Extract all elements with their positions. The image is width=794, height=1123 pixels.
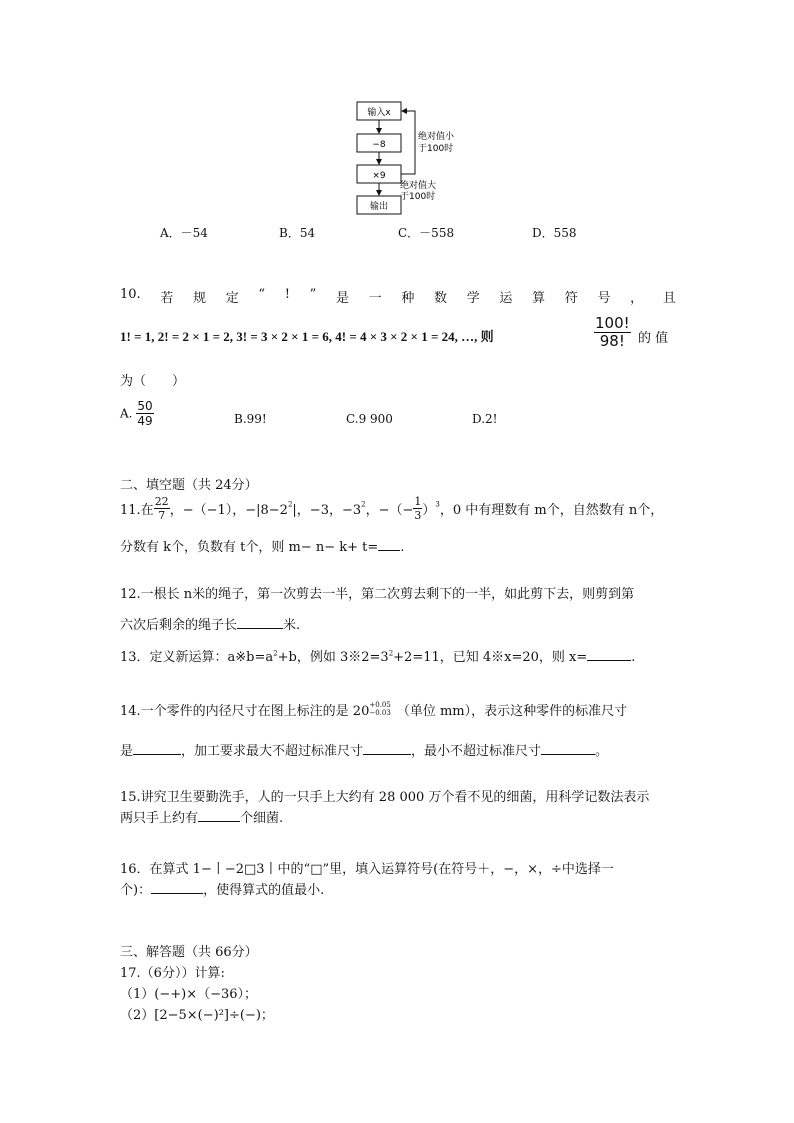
q11-part5: ，0 中有理数有 m个，自然数有 n个，: [439, 503, 664, 518]
q14-tol-up: +0.05: [369, 700, 391, 709]
q16-line2-a: 个)：: [120, 883, 152, 898]
q10-option-a: [120, 400, 154, 427]
q10-char: 数: [434, 291, 448, 306]
q17-sub2: （2）[2−5×(−)²]÷(−)；: [120, 1008, 274, 1023]
q12-line2-text: 六次后剩余的绳子长: [120, 618, 238, 633]
q10-line1: [120, 287, 676, 306]
q10-frac-numerator: 100!: [595, 314, 630, 332]
exit-label-2: 于100时: [400, 192, 436, 202]
q10-char: 是: [335, 291, 349, 306]
q14-line2: [120, 740, 608, 759]
q10-suffix: 的 值: [638, 331, 669, 346]
q14-text-b: （单位 mm），表示这种零件的标准尺寸: [396, 704, 628, 719]
q14-line2-a: 是: [120, 744, 134, 759]
q14-blank-min[interactable]: [541, 742, 595, 755]
q15-answer-blank[interactable]: [198, 809, 240, 822]
q17-title: 17.（6分））计算:: [120, 966, 225, 981]
q10-char: 10.: [120, 287, 141, 302]
q12-line2: [120, 614, 300, 633]
q11-part1: ，−（−1），−|8−2: [169, 503, 288, 518]
q11-sup2: 2: [361, 500, 366, 509]
q13-text-a: 13．定义新运算：a※b=a: [120, 650, 274, 665]
q10-char: 规: [193, 291, 207, 306]
q15-line2-b: 个细菌.: [240, 811, 284, 826]
q11-frac2-den: 3: [414, 509, 422, 522]
q11-prefix: 11.在: [120, 503, 154, 518]
q11-part4: ）: [422, 503, 436, 518]
q16-answer-blank[interactable]: [151, 881, 203, 894]
q11-line2-text: 分数有 k个，负数有 t个，则 m− n− k+ t=: [120, 540, 379, 555]
q10-char: 种: [401, 291, 415, 306]
multiply-label: ×9: [372, 171, 386, 181]
q14-tol-down: −0.03: [369, 708, 391, 717]
subtract-label: −8: [372, 140, 386, 150]
q13-sup: 2: [273, 649, 278, 658]
q15-line2-a: 两只手上约有: [120, 811, 199, 826]
q11-sup3: 3: [435, 500, 440, 509]
q15-line1: 15.讲究卫生要勤洗手，人的一只手上大约有 28 000 万个看不见的细菌，用科学记数法表示: [120, 790, 650, 805]
q15-line2: [120, 807, 283, 826]
q10-option-b: B.99!: [234, 412, 267, 426]
q16-line2: [120, 879, 324, 898]
exit-label-1: 绝对值大: [400, 181, 437, 191]
loop-arrow: [401, 111, 415, 174]
q10-char: 且: [662, 291, 676, 306]
q10-char: 运: [499, 291, 513, 306]
q9-option-a: A．－54: [160, 226, 208, 240]
q10-char: ”: [309, 287, 317, 302]
q10-char: 学: [466, 291, 480, 306]
q10-char: !: [284, 287, 290, 302]
q14-line2-c: ，最小不超过标准尺寸: [411, 744, 542, 759]
output-label: 输出: [369, 202, 389, 212]
q14-line2-b: ，加工要求最大不超过标准尺寸: [181, 744, 364, 759]
q13-sup2: 2: [388, 649, 394, 658]
q14-blank-max[interactable]: [363, 742, 411, 755]
q10-option-a-prefix: A.: [120, 406, 133, 421]
q10-option-d: D.2!: [472, 412, 498, 426]
q10-char: 若: [160, 291, 174, 306]
q13-answer-blank[interactable]: [587, 648, 631, 661]
q10-char: 定: [225, 291, 239, 306]
section2-title: 二、填空题（共 24分）: [120, 478, 258, 493]
q16-line1: 16．在算式 1−丨−2□3丨中的“□”里，填入运算符号(在符号＋，−，×，÷中选择一: [120, 862, 614, 877]
q9-option-c: C．－558: [398, 226, 455, 240]
q10-frac-denominator: 98!: [599, 332, 625, 350]
loop-label-2: 于100时: [418, 144, 454, 154]
q10-fraction: [594, 316, 631, 349]
q10-definitions: 1! = 1, 2! = 2 × 1 = 2, 3! = 3 × 2 × 1 = 6, 4! = 4 × 3 × 2 × 1 = 24, …, 则: [120, 329, 494, 344]
q10-option-a-num: 50: [137, 399, 153, 413]
q12-line1: 12.一根长 n米的绳子，第一次剪去一半，第二次剪去剩下的一半，如此剪下去，则剪到第: [120, 587, 635, 602]
q13-line: [120, 646, 635, 665]
q10-char: “: [258, 287, 266, 302]
q14-blank-standard[interactable]: [133, 742, 181, 755]
q16-line2-b: ，使得算式的值最小.: [203, 883, 325, 898]
q11-sup1: 2: [287, 500, 293, 509]
q9-option-d: D．558: [532, 226, 577, 240]
q14-line2-end: 。: [595, 744, 609, 759]
q12-line2-end: 米.: [283, 618, 301, 633]
q11-line2: [120, 536, 404, 555]
q11-answer-blank[interactable]: [378, 538, 400, 551]
q10-char: 一: [368, 291, 382, 306]
flowchart-diagram: [345, 96, 485, 218]
q9-option-b: B．54: [279, 226, 316, 240]
q10-option-a-den: 49: [137, 414, 153, 428]
q10-line3: 为（ ）: [120, 374, 186, 389]
loop-label-1: 绝对值小: [418, 132, 455, 142]
q10-char: ，: [630, 291, 644, 306]
q11-frac1-num: 22: [154, 495, 169, 508]
q10-option-c: C.9 900: [346, 412, 393, 426]
q13-text-b: +b，例如 3※2=3: [277, 650, 389, 665]
q11-frac1-den: 7: [158, 509, 166, 522]
q14-line1: [120, 700, 627, 719]
q10-char: 号: [597, 291, 611, 306]
q17-sub1: （1）(−+)×（−36）；: [120, 987, 258, 1002]
q14-text-a: 14.一个零件的内径尺寸在图上标注的是 20: [120, 704, 370, 719]
q10-char: 符: [564, 291, 578, 306]
q13-text-c: +2=11，已知 4※x=20，则 x=: [393, 650, 588, 665]
q11-part2: |，−3，−3: [292, 503, 362, 518]
q11-line2-end: .: [400, 540, 405, 555]
q12-answer-blank[interactable]: [237, 616, 283, 629]
q13-end: .: [631, 650, 636, 665]
q11-line1: [120, 496, 663, 521]
q11-frac2-num: 1: [414, 495, 422, 508]
q10-char: 算: [532, 291, 546, 306]
section3-title: 三、解答题（共 66分）: [120, 945, 258, 960]
input-label: 输入x: [367, 108, 391, 118]
q11-part3: ，−（−: [365, 503, 414, 518]
